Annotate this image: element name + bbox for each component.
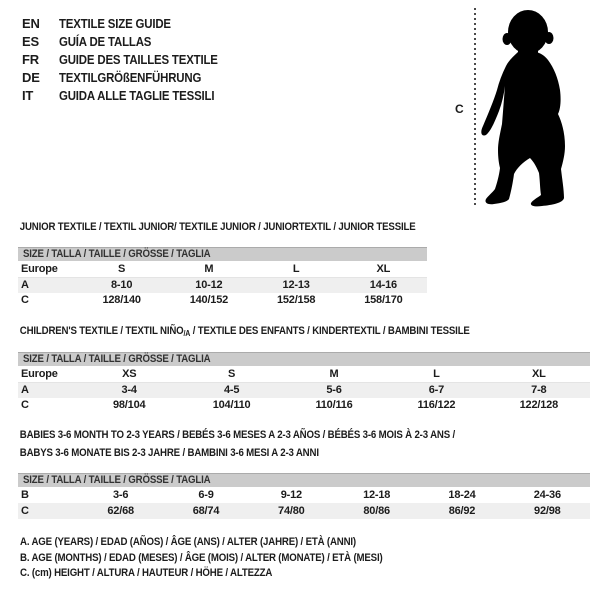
title-subscript: /A [183, 329, 191, 338]
size-header-bar [18, 352, 590, 366]
cell-value: 110/116 [315, 399, 353, 411]
language-code: FR [22, 52, 39, 67]
table-row-a [18, 383, 590, 398]
language-code: EN [22, 16, 40, 31]
cell-value: 7-8 [531, 384, 547, 396]
language-label: GUIDE DES TAILLES TEXTILE [59, 52, 218, 67]
babies-table-title-line1: BABIES 3-6 MONTH TO 2-3 YEARS / BEBÉS 3-6 MESES A 2-3 AÑOS / BÉBÉS 3-6 MOIS À 2-3 ANS / [19, 429, 456, 441]
cell-value: 62/68 [107, 505, 134, 517]
size-column: S [118, 263, 126, 275]
cell-value: 98/104 [112, 399, 146, 411]
children-textile-table [18, 321, 590, 413]
cell-value: 14-16 [369, 279, 397, 291]
baby-silhouette-icon [478, 6, 574, 208]
babies-table-title-line2: BABYS 3-6 MONATE BIS 2-3 JAHRE / BAMBINI 3-6 MESI A 2-3 ANNI [19, 447, 319, 459]
size-header-label: SIZE / TALLA / TAILLE / GRÖSSE / TAGLIA [23, 248, 211, 260]
legend-line-b: B. AGE (MONTHS) / EDAD (MESES) / ÂGE (MOIS) / ALTER (MONATE) / ETÀ (MESI) [20, 551, 383, 564]
table-row-c [18, 503, 590, 519]
size-column: M [204, 263, 214, 275]
language-row-de [22, 69, 239, 87]
row-label: C [21, 505, 29, 517]
cell-value: 80/86 [363, 505, 390, 517]
cell-value: 86/92 [448, 505, 476, 517]
cell-value: 152/158 [276, 294, 316, 306]
size-columns-row [18, 261, 427, 278]
legend-line-c: C. (cm) HEIGHT / ALTURA / HAUTEUR / HÖHE / ALTEZZA [20, 567, 273, 579]
cell-value: 4-5 [223, 384, 240, 396]
language-row-it [22, 87, 239, 105]
language-list [22, 15, 239, 105]
cell-value: 6-9 [198, 489, 214, 501]
title-part: CHILDREN'S TEXTILE / TEXTIL NIÑO [19, 325, 184, 337]
region-label: Europe [21, 263, 58, 275]
row-label: A [21, 384, 29, 396]
junior-table-title: JUNIOR TEXTILE / TEXTIL JUNIOR/ TEXTILE JUNIOR / JUNIORTEXTIL / JUNIOR TESSILE [19, 221, 416, 233]
size-column: XL [376, 263, 391, 275]
language-label: TEXTILGRÖßENFÜHRUNG [59, 70, 202, 85]
measure-legend [18, 535, 432, 582]
row-label: A [21, 279, 29, 291]
cell-value: 18-24 [448, 489, 476, 501]
junior-textile-table [18, 217, 427, 308]
cell-value: 24-36 [533, 489, 561, 501]
cell-value: 128/140 [102, 294, 141, 306]
cell-value: 104/110 [212, 399, 251, 411]
size-column: XL [532, 368, 546, 380]
cell-value: 6-7 [428, 384, 445, 396]
cell-value: 10-12 [195, 279, 223, 291]
size-header-label: SIZE / TALLA / TAILLE / GRÖSSE / TAGLIA [23, 474, 211, 486]
height-dotted-line [474, 8, 476, 208]
table-row-c [18, 398, 590, 413]
region-label: Europe [21, 368, 58, 380]
cell-value: 122/128 [519, 399, 559, 411]
table-row-a [18, 278, 427, 293]
language-row-fr [22, 51, 239, 69]
cell-value: 140/152 [189, 294, 229, 306]
language-label: GUÍA DE TALLAS [59, 34, 152, 49]
cell-value: 9-12 [280, 489, 302, 501]
size-header-label: SIZE / TALLA / TAILLE / GRÖSSE / TAGLIA [23, 353, 211, 365]
table-row-b [18, 487, 590, 503]
size-column: XS [122, 368, 137, 380]
size-column: L [292, 263, 300, 275]
cell-value: 92/98 [534, 505, 561, 517]
row-label: C [21, 399, 29, 411]
language-code: DE [22, 70, 40, 85]
size-column: M [329, 368, 339, 380]
cell-value: 74/80 [278, 505, 305, 517]
title-part: / TEXTILE DES ENFANTS / KINDERTEXTIL / BAMBINI TESSILE [190, 325, 470, 337]
cell-value: 158/170 [364, 294, 403, 306]
cell-value: 68/74 [192, 505, 220, 517]
size-column: L [433, 368, 440, 380]
language-code: ES [22, 34, 39, 49]
cell-value: 12-13 [282, 279, 310, 291]
cell-value: 3-6 [113, 489, 129, 501]
language-row-es [22, 33, 239, 51]
size-column: S [228, 368, 236, 380]
cell-value: 116/122 [417, 399, 456, 411]
height-measure-label: C [455, 102, 464, 116]
row-label: B [21, 489, 29, 501]
cell-value: 5-6 [326, 384, 342, 396]
language-row-en [22, 15, 239, 33]
size-header-bar [18, 473, 590, 487]
children-table-title [18, 325, 470, 340]
language-label: TEXTILE SIZE GUIDE [59, 16, 171, 31]
language-label: GUIDA ALLE TAGLIE TESSILI [59, 88, 215, 103]
size-header-bar [18, 247, 427, 261]
legend-line-a: A. AGE (YEARS) / EDAD (AÑOS) / ÂGE (ANS) / ALTER (JAHRE) / ETÀ (ANNI) [20, 536, 356, 548]
babies-textile-table [18, 425, 590, 519]
language-code: IT [22, 88, 34, 103]
cell-value: 12-18 [363, 489, 391, 501]
size-columns-row [18, 366, 590, 383]
cell-value: 3-4 [121, 384, 137, 396]
row-label: C [21, 294, 29, 306]
table-row-c [18, 293, 427, 308]
cell-value: 8-10 [111, 279, 133, 291]
